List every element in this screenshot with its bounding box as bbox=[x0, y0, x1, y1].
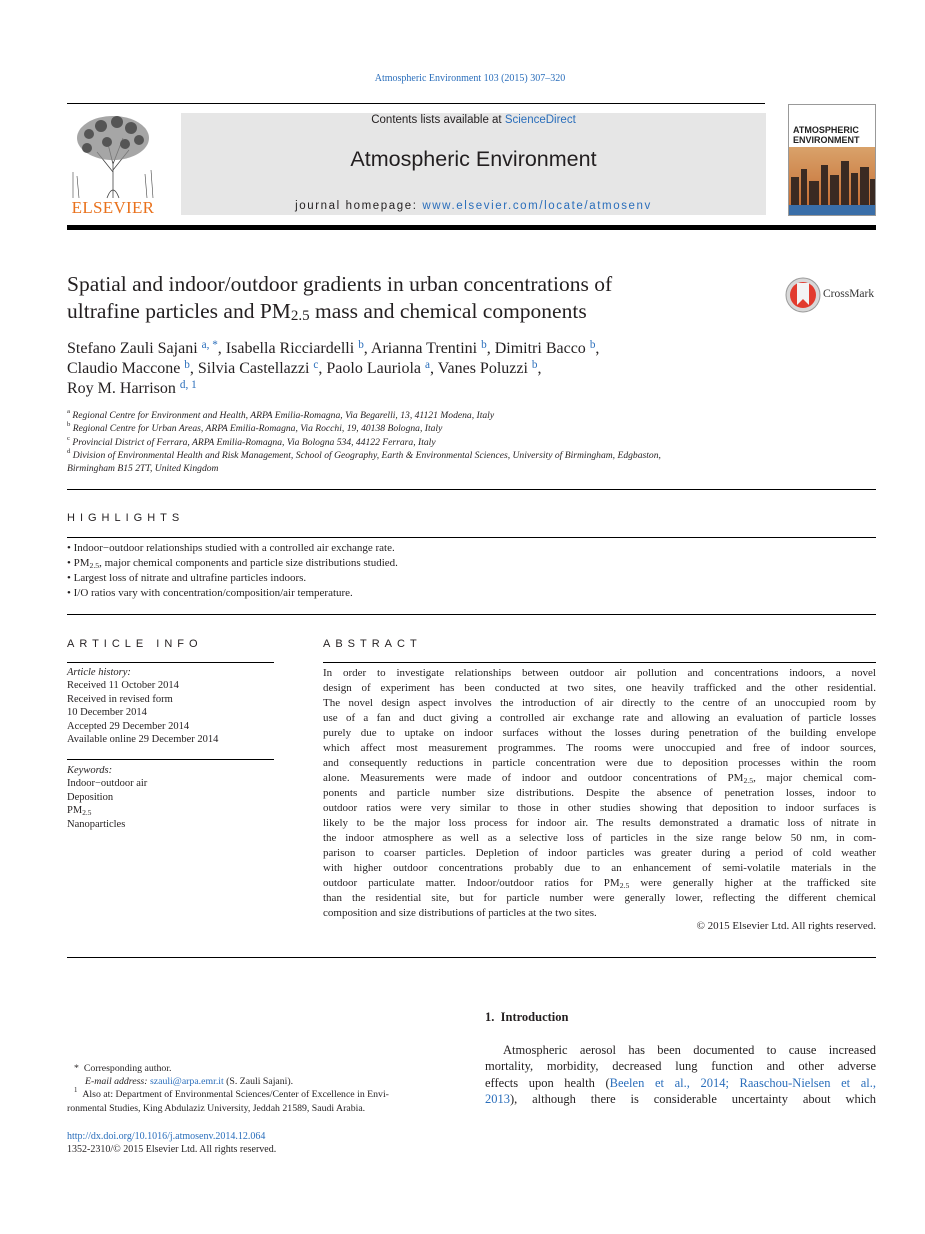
citation-link[interactable]: Beelen et al., 2014; Raaschou-Nielsen et al., bbox=[609, 1075, 876, 1090]
introduction-text: ), although there is considerable uncertainty about which bbox=[510, 1091, 876, 1106]
introduction-line bbox=[485, 1058, 876, 1074]
author-name[interactable]: Vanes Poluzzi bbox=[437, 360, 528, 377]
contents-prefix: Contents lists available at bbox=[371, 114, 505, 126]
author-affil-mark[interactable]: b bbox=[481, 339, 487, 351]
article-title bbox=[67, 271, 767, 325]
affiliation-mark: b bbox=[67, 421, 71, 429]
abstract-text: use of a fan and duct giving a controlled air exchange rate and allowing an evaluation of particle losses bbox=[323, 712, 876, 724]
journal-cover[interactable] bbox=[788, 104, 876, 216]
abstract-text: parison to coarser particles. Depletion of indoor particles was greater during a period of cold weather bbox=[323, 847, 876, 859]
author-line-1: Stefano Zauli Sajani $^{a, *}$, Isabella Ricciardelli $^b$, Arianna Trentini $^b$, Dimitri Bacco $^b$, bbox=[67, 339, 600, 357]
affiliation-item bbox=[67, 462, 867, 475]
affiliation-item bbox=[67, 436, 867, 449]
highlight-item: • $PM_{2.5}$, major chemical components and particle size distributions studied. bbox=[67, 557, 398, 570]
journal-reference[interactable]: Atmospheric Environment 103 (2015) 307–320 bbox=[374, 73, 566, 84]
crossmark-icon bbox=[785, 277, 821, 313]
abstract-line bbox=[323, 711, 876, 726]
article-info-heading: ARTICLE INFO bbox=[67, 638, 203, 650]
introduction-line bbox=[485, 1042, 876, 1058]
abstract-text: In order to investigate relationships between outdoor air pollution and concentrations indoors, a novel bbox=[323, 667, 876, 679]
highlight-text: Indoor−outdoor relationships studied with a controlled air exchange rate. bbox=[73, 542, 395, 554]
abstract-body bbox=[323, 666, 876, 921]
author-name[interactable]: Stefano Zauli Sajani bbox=[67, 340, 198, 357]
footnote-1 bbox=[67, 1088, 459, 1101]
abstract-text: ponents and particle number size distributions. Despite the absence of penetration losses, indoor to bbox=[323, 787, 876, 799]
abstract-line bbox=[323, 876, 876, 891]
author-name[interactable]: Silvia Castellazzi bbox=[197, 360, 310, 377]
affiliation-item bbox=[67, 449, 867, 462]
article-info-rule bbox=[67, 662, 274, 663]
article-history bbox=[67, 666, 274, 746]
abstract-text: alone. Measurements were made of indoor and outdoor concentrations of PM bbox=[323, 772, 744, 784]
cover-title-2: ENVIRONMENT bbox=[793, 135, 860, 145]
header-bottom-rule bbox=[67, 225, 876, 230]
author-name[interactable]: Roy M. Harrison bbox=[67, 380, 176, 397]
affiliation-item bbox=[67, 422, 867, 435]
keyword-text: Deposition bbox=[67, 791, 114, 803]
history-label: Article history: bbox=[67, 667, 131, 678]
introduction-body bbox=[485, 1042, 876, 1107]
highlights-list bbox=[67, 541, 867, 601]
abstract-line bbox=[323, 801, 876, 816]
introduction-text: Atmospheric aerosol has been documented to cause increased bbox=[503, 1043, 876, 1057]
abstract-line bbox=[323, 741, 876, 756]
introduction-heading: 1. Introduction bbox=[485, 1010, 569, 1024]
author-affil-mark[interactable]: b bbox=[358, 339, 364, 351]
abstract-line bbox=[323, 771, 876, 786]
homepage-link[interactable]: www.elsevier.com/locate/atmosenv bbox=[422, 200, 652, 212]
highlights-heading-rule bbox=[67, 537, 876, 538]
history-item: Received in revised form bbox=[67, 693, 173, 705]
title-line-2-post: mass and chemical components bbox=[309, 299, 587, 323]
author-name[interactable]: Paolo Lauriola bbox=[326, 360, 422, 377]
author-affil-mark[interactable]: b bbox=[589, 339, 596, 351]
author-affil-mark[interactable]: b bbox=[531, 359, 538, 371]
abstract-line bbox=[323, 831, 876, 846]
author-name[interactable]: Claudio Maccone bbox=[67, 360, 181, 377]
author-affil-mark[interactable]: b bbox=[184, 359, 190, 371]
keyword-item bbox=[67, 777, 274, 790]
footnote-1-cont: ronmental Studies, King Abdulaziz University, Jeddah 21589, Saudi Arabia. bbox=[67, 1102, 366, 1114]
doi-link[interactable]: http://dx.doi.org/10.1016/j.atmosenv.2014.12.064 bbox=[67, 1131, 266, 1142]
sciencedirect-link[interactable]: ScienceDirect bbox=[504, 114, 576, 126]
publisher-name: ELSEVIER bbox=[71, 198, 155, 217]
affiliation-text: Division of Environmental Health and Risk Management, School of Geography, Earth & Environmental Sciences, University of Birmingham, Edgbaston, bbox=[72, 449, 661, 461]
keywords-label: Keywords: bbox=[67, 765, 113, 776]
keyword-item bbox=[67, 818, 274, 831]
abstract-bottom-rule bbox=[67, 957, 876, 958]
highlights-heading: HIGHLIGHTS bbox=[67, 512, 185, 524]
author-line-2: Claudio Maccone $^b$, Silvia Castellazzi $^c$, Paolo Lauriola $^a$, Vanes Poluzzi $^b$, bbox=[67, 359, 542, 377]
email-label: E-mail address: bbox=[85, 1076, 150, 1088]
abstract-text: outdoor particulate matter. Indoor/outdoor ratios for PM bbox=[323, 877, 620, 889]
author-affil-mark[interactable]: c bbox=[313, 359, 319, 371]
keyword-text: Nanoparticles bbox=[67, 818, 126, 830]
corresponding-author-note bbox=[67, 1062, 459, 1075]
title-line-1: Spatial and indoor/outdoor gradients in urban concentrations of bbox=[67, 272, 613, 296]
abstract-text: The novel design aspect involves the introduction of air directly to the centre of an unoccupied room by bbox=[323, 697, 876, 709]
abstract-line bbox=[323, 786, 876, 801]
abstract-text: design of experiment has been conducted at two sites, one heavily trafficked and the other residential. bbox=[323, 682, 876, 694]
introduction-line bbox=[485, 1075, 876, 1091]
abstract-text: the indoor atmosphere as well as a selective loss of particles in the size range below 50 nm, in com- bbox=[323, 832, 876, 844]
footnote-mark: * bbox=[74, 1063, 79, 1074]
keyword-subscript: 2.5 bbox=[82, 808, 92, 818]
author-name[interactable]: Isabella Ricciardelli bbox=[225, 340, 355, 357]
introduction-line bbox=[485, 1091, 876, 1107]
keywords-rule bbox=[67, 759, 274, 760]
history-item: 10 December 2014 bbox=[67, 707, 147, 719]
affiliation-list bbox=[67, 409, 867, 475]
highlight-text: , major chemical components and particle size distributions studied. bbox=[99, 557, 398, 569]
homepage-line bbox=[181, 200, 766, 212]
journal-banner bbox=[181, 113, 766, 215]
abstract-line bbox=[323, 891, 876, 906]
abstract-heading: ABSTRACT bbox=[323, 638, 422, 650]
contents-line bbox=[181, 114, 766, 126]
affiliation-item bbox=[67, 409, 867, 422]
elsevier-tree-icon bbox=[67, 112, 159, 200]
header-top-rule bbox=[67, 103, 765, 104]
abstract-text: composition and size distributions of particles at the two sites. bbox=[323, 907, 597, 919]
journal-title: Atmospheric Environment bbox=[350, 147, 597, 171]
history-item: Accepted 29 December 2014 bbox=[67, 720, 190, 732]
author-name[interactable]: Dimitri Bacco bbox=[494, 340, 586, 357]
abstract-text: , major chemical com- bbox=[753, 772, 876, 784]
email-post: (S. Zauli Sajani). bbox=[223, 1076, 294, 1088]
affiliation-mark: d bbox=[67, 447, 71, 455]
issn-copyright: 1352-2310/© 2015 Elsevier Ltd. All rights reserved. bbox=[67, 1144, 277, 1155]
abstract-rule bbox=[323, 662, 876, 663]
abstract-text: which affect most measurement programmes. The rooms were unoccupied and free of indoor sources, bbox=[323, 742, 876, 754]
abstract-text: with higher outdoor concentrations probably due to an enhancement of semi-volatile materials in the bbox=[323, 862, 876, 874]
abstract-line bbox=[323, 861, 876, 876]
abstract-line bbox=[323, 846, 876, 861]
abstract-line bbox=[323, 681, 876, 696]
email-link[interactable]: szauli@arpa.emr.it bbox=[149, 1076, 224, 1088]
elsevier-logo bbox=[67, 112, 159, 216]
crossmark-badge[interactable] bbox=[785, 277, 877, 313]
keyword-item bbox=[67, 804, 274, 817]
corresponding-author-text: Corresponding author. bbox=[83, 1063, 172, 1074]
author-line-3 bbox=[67, 379, 847, 399]
abstract-line bbox=[323, 816, 876, 831]
title-line-2 bbox=[67, 298, 767, 325]
introduction-text: mortality, morbidity, decreased lung function and other adverse bbox=[485, 1059, 876, 1074]
abstract-subscript: 2.5 bbox=[619, 881, 630, 890]
abstract-text: purely due to uptake on indoor surfaces without the losses during penetration of the building envelope bbox=[323, 727, 876, 739]
footnotes bbox=[67, 1062, 459, 1115]
introduction-text: effects upon health ( bbox=[485, 1075, 610, 1090]
abstract-text: likely to be the major loss process for indoor air. The results demonstrated a dramatic loss of nitrate in bbox=[323, 817, 876, 829]
affiliation-text: Regional Centre for Environment and Health, ARPA Emilia-Romagna, Via Begarelli, 13, 41121 Modena, Italy bbox=[72, 410, 495, 421]
highlight-subscript: 2.5 bbox=[89, 561, 100, 570]
email-note bbox=[67, 1075, 459, 1088]
highlights-top-rule bbox=[67, 489, 876, 490]
abstract-subscript: 2.5 bbox=[743, 776, 754, 785]
abstract-text: and consequently reductions in particle concentration were due to deposition processes within the room bbox=[323, 757, 876, 769]
highlight-text: PM bbox=[73, 557, 90, 569]
highlights-bottom-rule bbox=[67, 614, 876, 615]
title-line-2-pre: ultrafine particles and PM bbox=[67, 299, 291, 323]
author-affil-mark[interactable]: d, 1 bbox=[179, 379, 197, 391]
affiliation-text: Birmingham B15 2TT, United Kingdom bbox=[67, 463, 219, 475]
author-name[interactable]: Arianna Trentini bbox=[370, 340, 478, 357]
abstract-text: than the residential site, but for particle number were generally lower, reflecting the different chemical bbox=[323, 892, 876, 904]
keyword-item bbox=[67, 791, 274, 804]
highlight-item: • I/O ratios vary with concentration/composition/air temperature. bbox=[67, 587, 353, 599]
abstract-text: were generally higher at the trafficked site bbox=[629, 877, 877, 889]
highlight-text: Largest loss of nitrate and ultrafine particles indoors. bbox=[73, 572, 307, 584]
abstract-copyright: © 2015 Elsevier Ltd. All rights reserved. bbox=[696, 920, 876, 932]
cover-title-1: ATMOSPHERIC bbox=[793, 125, 859, 135]
author-list bbox=[67, 339, 847, 399]
history-item: Received 11 October 2014 bbox=[67, 680, 179, 692]
abstract-line bbox=[323, 756, 876, 771]
highlight-text: I/O ratios vary with concentration/composition/air temperature. bbox=[73, 587, 353, 599]
abstract-line bbox=[323, 696, 876, 711]
history-item: Available online 29 December 2014 bbox=[67, 734, 219, 746]
homepage-prefix: journal homepage: bbox=[295, 200, 423, 212]
abstract-text: outdoor ratios were very similar to those in other studies showing that deposition to indoor surfaces is bbox=[323, 802, 876, 814]
abstract-line bbox=[323, 666, 876, 681]
highlight-item: • Largest loss of nitrate and ultrafine particles indoors. bbox=[67, 572, 307, 584]
footnote-1-text: Also at: Department of Environmental Sciences/Center of Excellence in Envi- bbox=[82, 1089, 389, 1101]
affiliation-text: Regional Centre for Urban Areas, ARPA Emilia-Romagna, Via Rocchi, 19, 40138 Bologna, Italy bbox=[72, 423, 443, 435]
author-affil-mark[interactable]: a bbox=[425, 359, 430, 371]
keyword-text: PM bbox=[67, 805, 83, 817]
highlight-item: • Indoor−outdoor relationships studied with a controlled air exchange rate. bbox=[67, 542, 395, 554]
keywords-block bbox=[67, 764, 274, 831]
affiliation-mark: a bbox=[67, 408, 70, 415]
cover-skyline-image bbox=[789, 147, 876, 216]
citation-link[interactable]: 2013 bbox=[485, 1091, 510, 1106]
affiliation-mark: c bbox=[67, 434, 70, 442]
title-pm-subscript: 2.5 bbox=[290, 308, 310, 324]
affiliation-text: Provincial District of Ferrara, ARPA Emilia-Romagna, Via Bologna 534, 44122 Ferrara, Italy bbox=[72, 436, 436, 448]
author-affil-mark[interactable]: a, * bbox=[201, 339, 218, 351]
footnote-mark: 1 bbox=[74, 1087, 78, 1095]
crossmark-label: CrossMark bbox=[823, 288, 875, 300]
abstract-line bbox=[323, 726, 876, 741]
keyword-text: Indoor−outdoor air bbox=[67, 778, 148, 790]
